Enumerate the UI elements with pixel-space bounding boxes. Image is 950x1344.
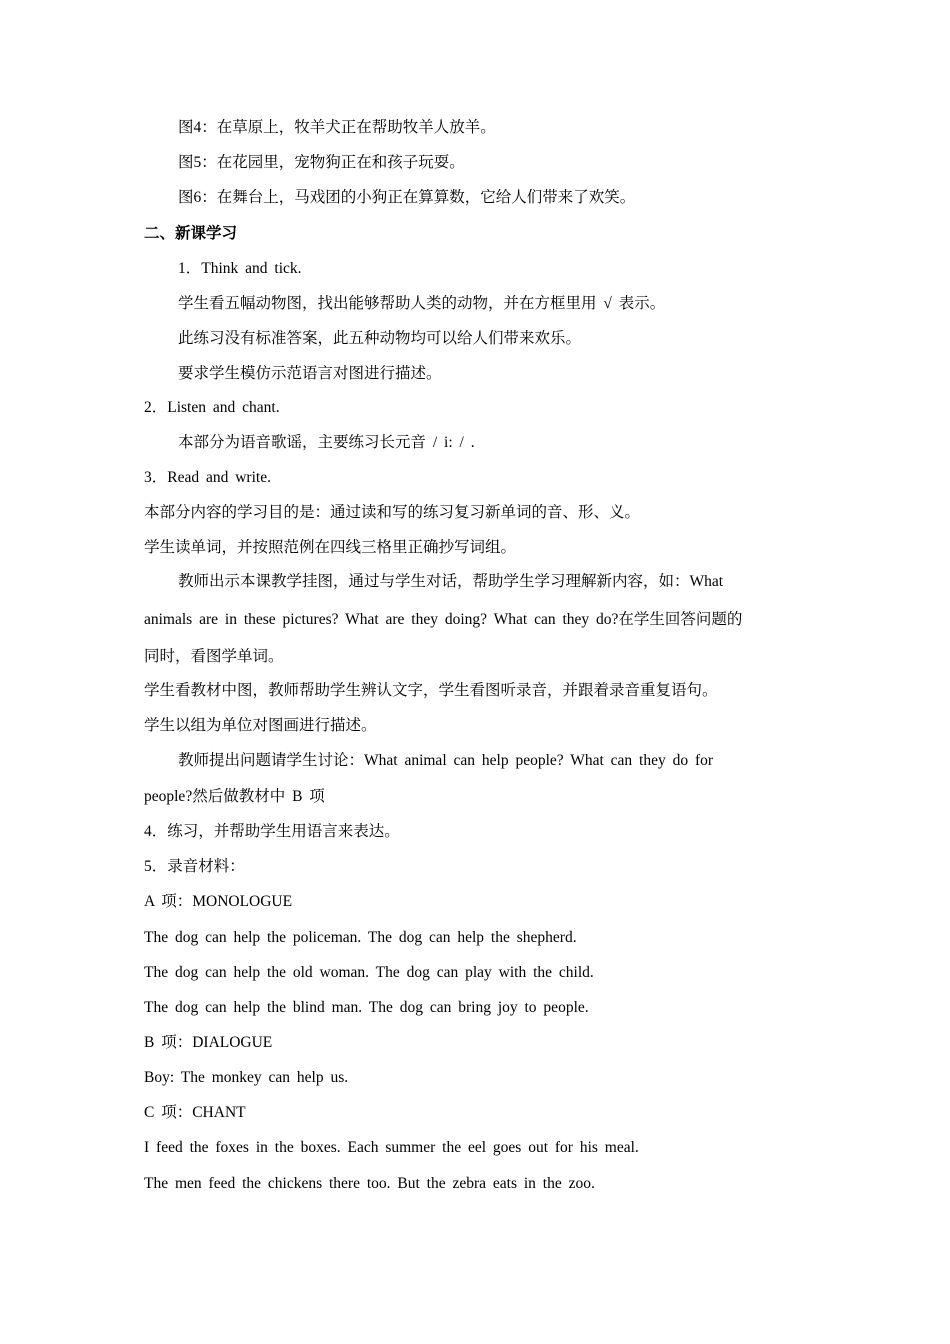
item-a-label: A 项：MONOLOGUE [144, 893, 293, 910]
figure-4-caption: 图4：在草原上，牧羊犬正在帮助牧羊人放羊。 [178, 119, 496, 136]
step3-paragraph-line: 教师出示本课教学挂图，通过与学生对话，帮助学生学习理解新内容，如：What [178, 573, 724, 590]
step3-line: 本部分内容的学习目的是：通过读和写的练习复习新单词的音、形、义。 [144, 504, 641, 521]
figure-6-caption: 图6：在舞台上，马戏团的小狗正在算算数，它给人们带来了欢笑。 [178, 189, 636, 206]
item-c-line: The men feed the chickens there too. But the zebra eats in the zoo. [144, 1175, 595, 1192]
step1-title: 1．Think and tick. [178, 260, 302, 277]
figure-5-caption: 图5：在花园里，宠物狗正在和孩子玩耍。 [178, 154, 465, 171]
step3-paragraph-line: animals are in these pictures? What are they doing? What can they do?在学生回答问题的 [144, 611, 743, 628]
item-a-line: The dog can help the policeman. The dog can help the shepherd. [144, 929, 577, 946]
section-heading: 二、新课学习 [144, 225, 238, 242]
step3-line: 学生读单词，并按照范例在四线三格里正确抄写词组。 [144, 539, 517, 556]
item-a-line: The dog can help the blind man. The dog can bring joy to people. [144, 999, 589, 1016]
step1-line: 要求学生模仿示范语言对图进行描述。 [178, 365, 442, 382]
item-c-line: I feed the foxes in the boxes. Each summer the eel goes out for his meal. [144, 1139, 639, 1156]
step3-line: 学生以组为单位对图画进行描述。 [144, 717, 377, 734]
step3-title: 3．Read and write. [144, 469, 271, 486]
item-b-label: B 项：DIALOGUE [144, 1034, 273, 1051]
item-b-line: Boy: The monkey can help us. [144, 1069, 349, 1086]
item-a-line: The dog can help the old woman. The dog can play with the child. [144, 964, 594, 981]
step3-line: 学生看教材中图，教师帮助学生辨认文字，学生看图听录音，并跟着录音重复语句。 [144, 682, 718, 699]
step5-title: 5．录音材料： [144, 858, 245, 875]
step4-title: 4．练习，并帮助学生用语言来表达。 [144, 823, 400, 840]
item-c-label: C 项：CHANT [144, 1104, 246, 1121]
step3-paragraph-line: 教师提出问题请学生讨论：What animal can help people? What can they do for [178, 752, 714, 769]
step2-line: 本部分为语音歌谣，主要练习长元音 / i: / . [178, 434, 475, 451]
step1-line: 学生看五幅动物图，找出能够帮助人类的动物，并在方框里用 √ 表示。 [178, 295, 666, 312]
step2-title: 2．Listen and chant. [144, 399, 280, 416]
step3-paragraph-line: people?然后做教材中 B 项 [144, 788, 325, 805]
step1-line: 此练习没有标准答案，此五种动物均可以给人们带来欢乐。 [178, 330, 582, 347]
step3-paragraph-line: 同时，看图学单词。 [144, 648, 284, 665]
